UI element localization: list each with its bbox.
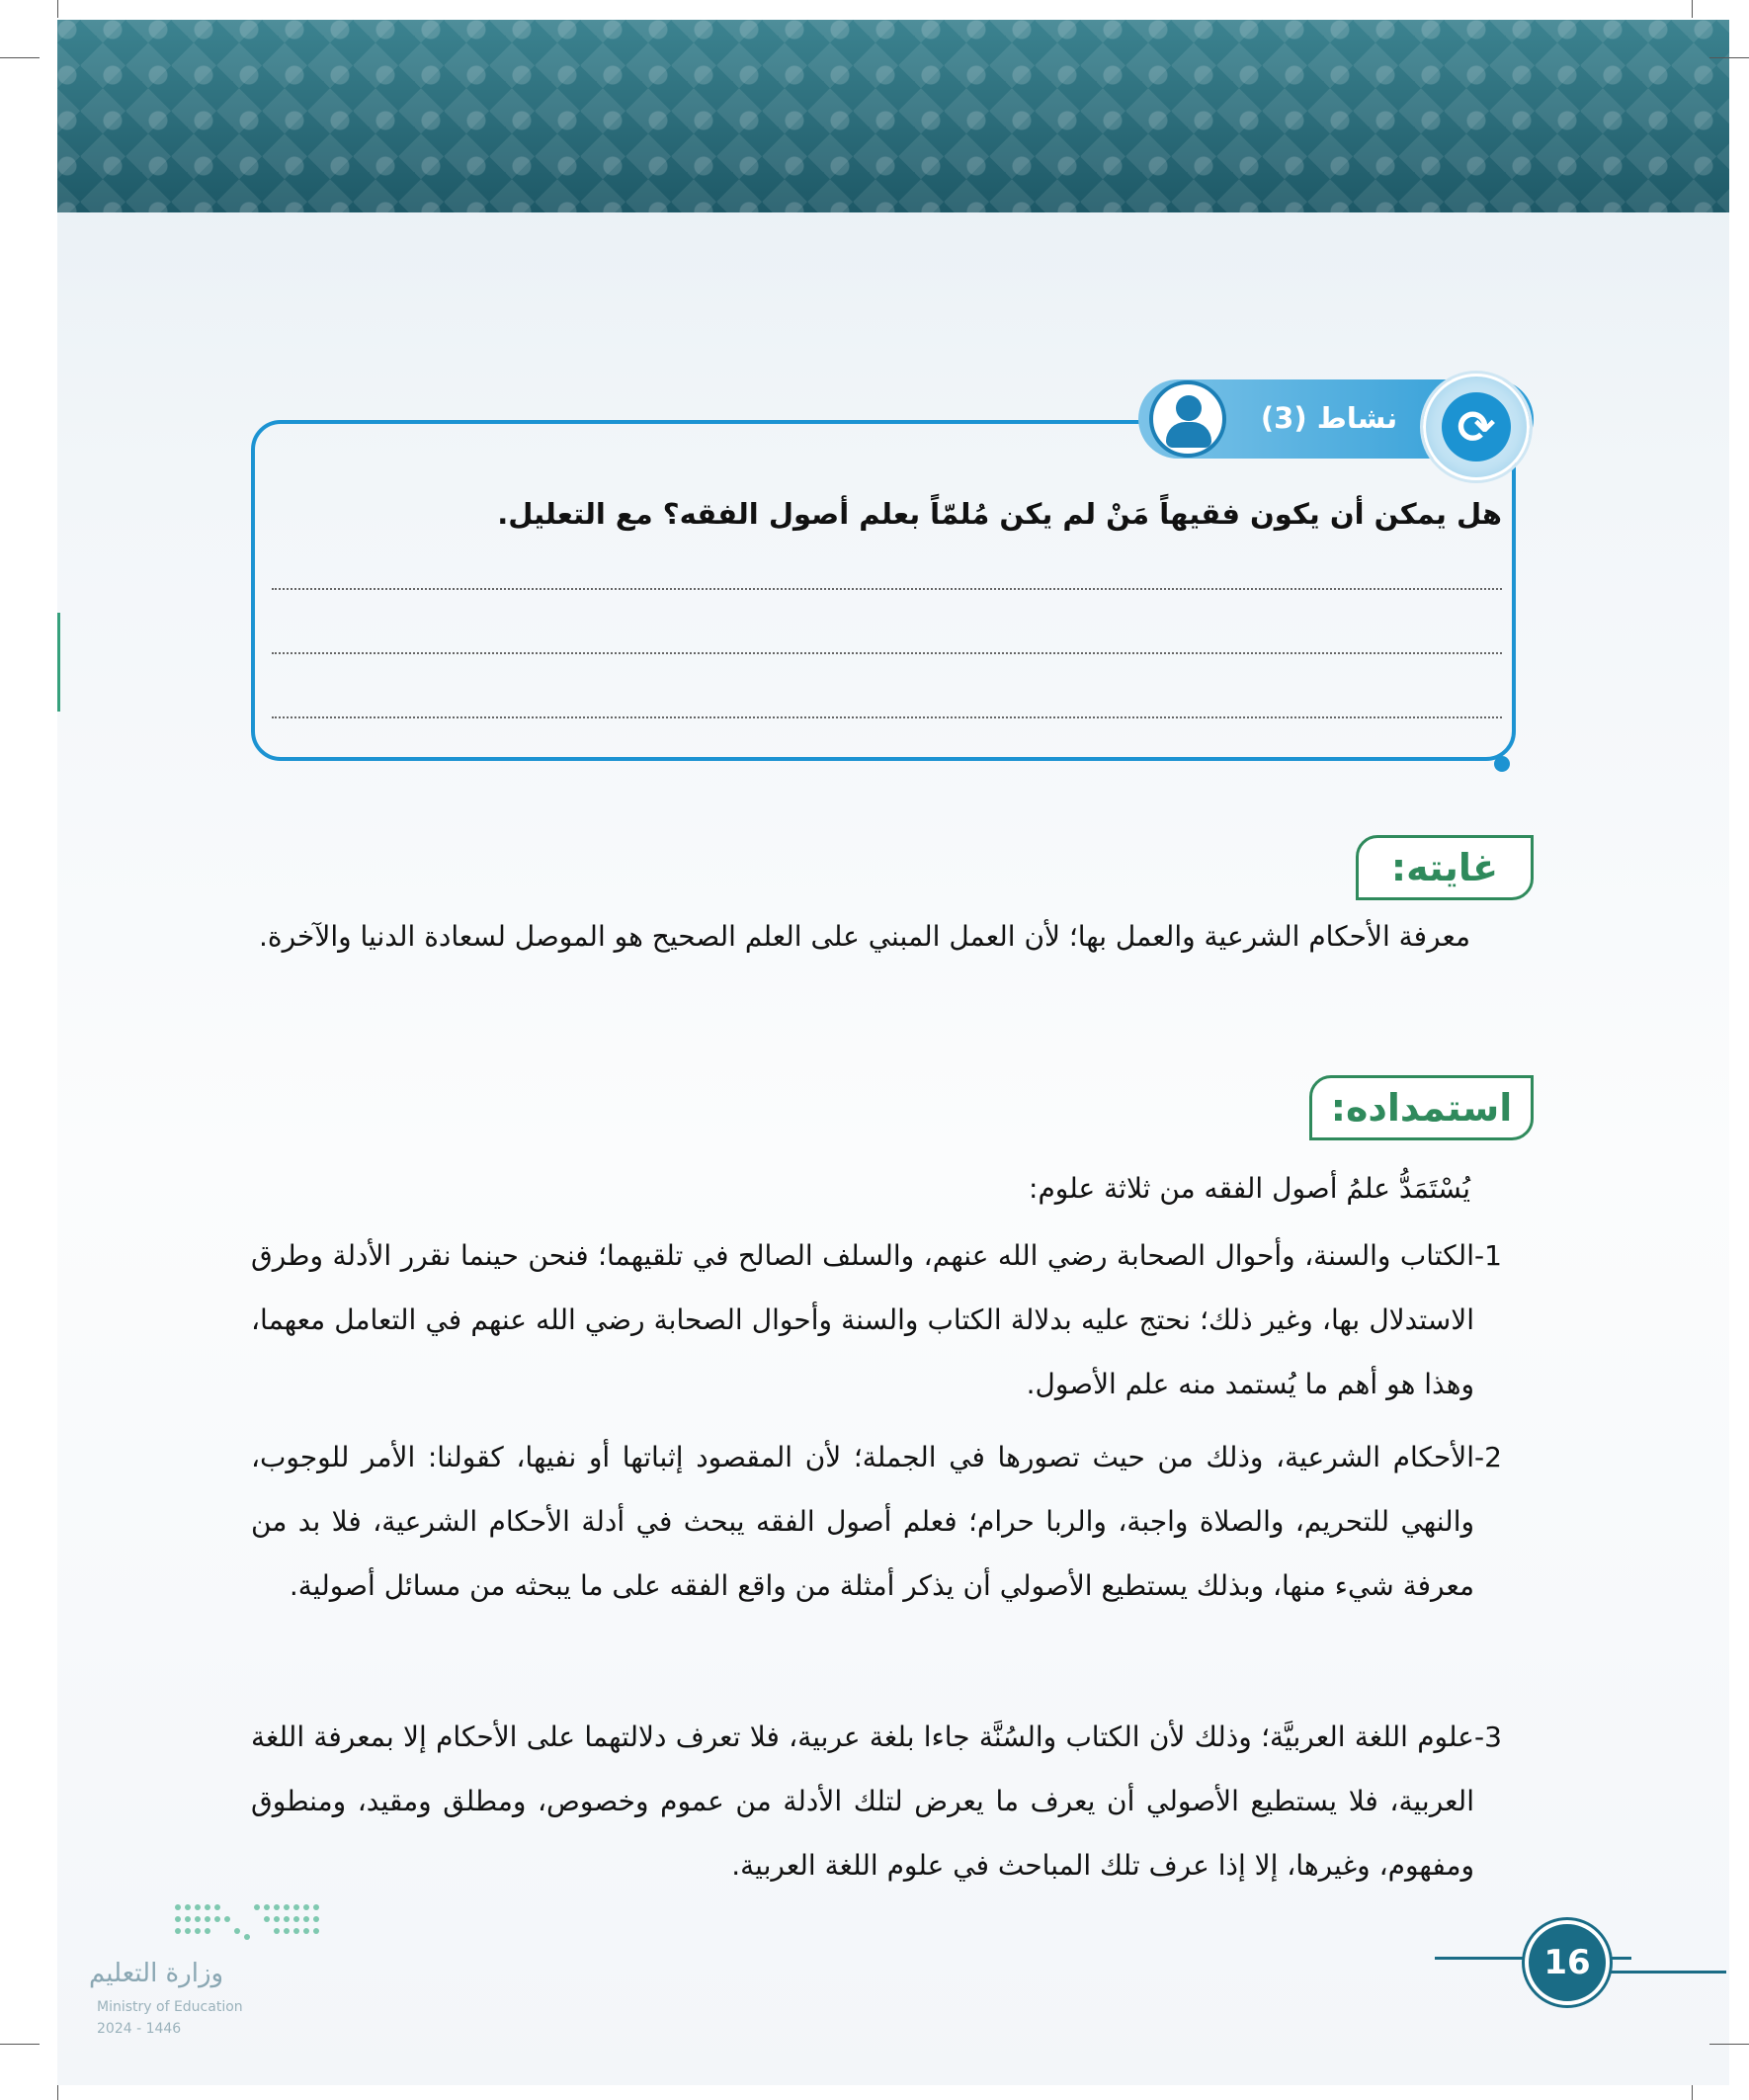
refresh-icon: ⟳ [1423,374,1530,480]
ministry-year: 2024 - 1446 [97,2021,182,2037]
list-item [251,1223,1514,1416]
page-number: 16 [1525,1920,1610,2005]
list-item [251,1425,1514,1682]
footer-rule-left [1435,1957,1525,1960]
crop-mark [1692,0,1693,18]
ministry-name-en: Ministry of Education [97,1999,243,2015]
activity-question: هل يمكن أن يكون فقيهاً مَنْ لم يكن مُلمّاً بعلم أصول الفقه؟ مع التعليل. [497,497,1502,531]
section-heading-goal [1356,835,1534,900]
box-corner-dot [1494,756,1510,772]
answer-line[interactable] [272,652,1502,654]
activity-box [251,420,1516,761]
goal-paragraph: معرفة الأحكام الشرعية والعمل بها؛ لأن العمل المبني على العلم الصحيح هو الموصل لسعادة الدنيا والآخرة. [259,920,1470,953]
footer-rule-right-long [1602,1971,1726,1974]
list-number: -1 [1474,1239,1502,1272]
section-heading-goal-label: غايته: [1390,846,1499,889]
person-icon [1149,380,1226,458]
crop-mark [57,2085,58,2100]
answer-line[interactable] [272,588,1502,590]
crop-mark [1692,2085,1693,2100]
section-heading-source [1309,1075,1534,1140]
list-item [251,1705,1514,1897]
section-heading-source-label: استمداده: [1330,1086,1513,1130]
answer-line[interactable] [272,716,1502,718]
list-text: علوم اللغة العربيَّة؛ وذلك لأن الكتاب والسُنَّة جاءا بلغة عربية، فلا تعرف دلالتهما على الأحكام إلا بمعرفة اللغة العربية، فلا يستطيع الأصولي أن يعرف ما يعرض لتلك الأدلة من عموم وخصوص، ومطلق ومقيد، ومنطوق ومفهوم، وغيرها، إلا إذا عرف تلك المباحث في علوم اللغة العربية. [251,1721,1474,1882]
crop-mark [1709,57,1749,58]
list-number: -3 [1474,1721,1502,1753]
list-text: الكتاب والسنة، وأحوال الصحابة رضي الله عنهم، والسلف الصالح في تلقيهما؛ فنحن حينما نقرر الأدلة وطرق الاستدلال بها، وغير ذلك؛ نحتج عليه بدلالة الكتاب والسنة وأحوال الصحابة رضي الله عنهم في التعامل معهما، وهذا هو أهم ما يُستمد منه علم الأصول. [251,1239,1474,1400]
crop-mark [0,2044,40,2045]
crop-mark [1709,2044,1749,2045]
ministry-logo-icon [168,1897,326,1947]
side-accent-line [57,613,60,712]
list-text: الأحكام الشرعية، وذلك من حيث تصورها في الجملة؛ لأن المقصود إثباتها أو نفيها، كقولنا: الأمر للوجوب، والنهي للتحريم، والصلاة واجبة، والربا حرام؛ فعلم أصول الفقه يبحث في أدلة الأحكام الشرعية، فلا بد من معرفة شيء منها، وبذلك يستطيع الأصولي أن يذكر أمثلة من واقع الفقه على ما يبحثه من مسائل أصولية. [251,1441,1474,1602]
list-number: -2 [1474,1441,1502,1473]
activity-label: نشاط (3) [1260,401,1398,435]
decorative-banner [57,20,1729,212]
crop-mark [57,0,58,18]
crop-mark [0,57,40,58]
ministry-name-ar: وزارة التعليم [89,1959,224,1988]
source-intro: يُسْتَمَدُّ علمُ أصول الفقه من ثلاثة علوم: [1029,1172,1470,1205]
